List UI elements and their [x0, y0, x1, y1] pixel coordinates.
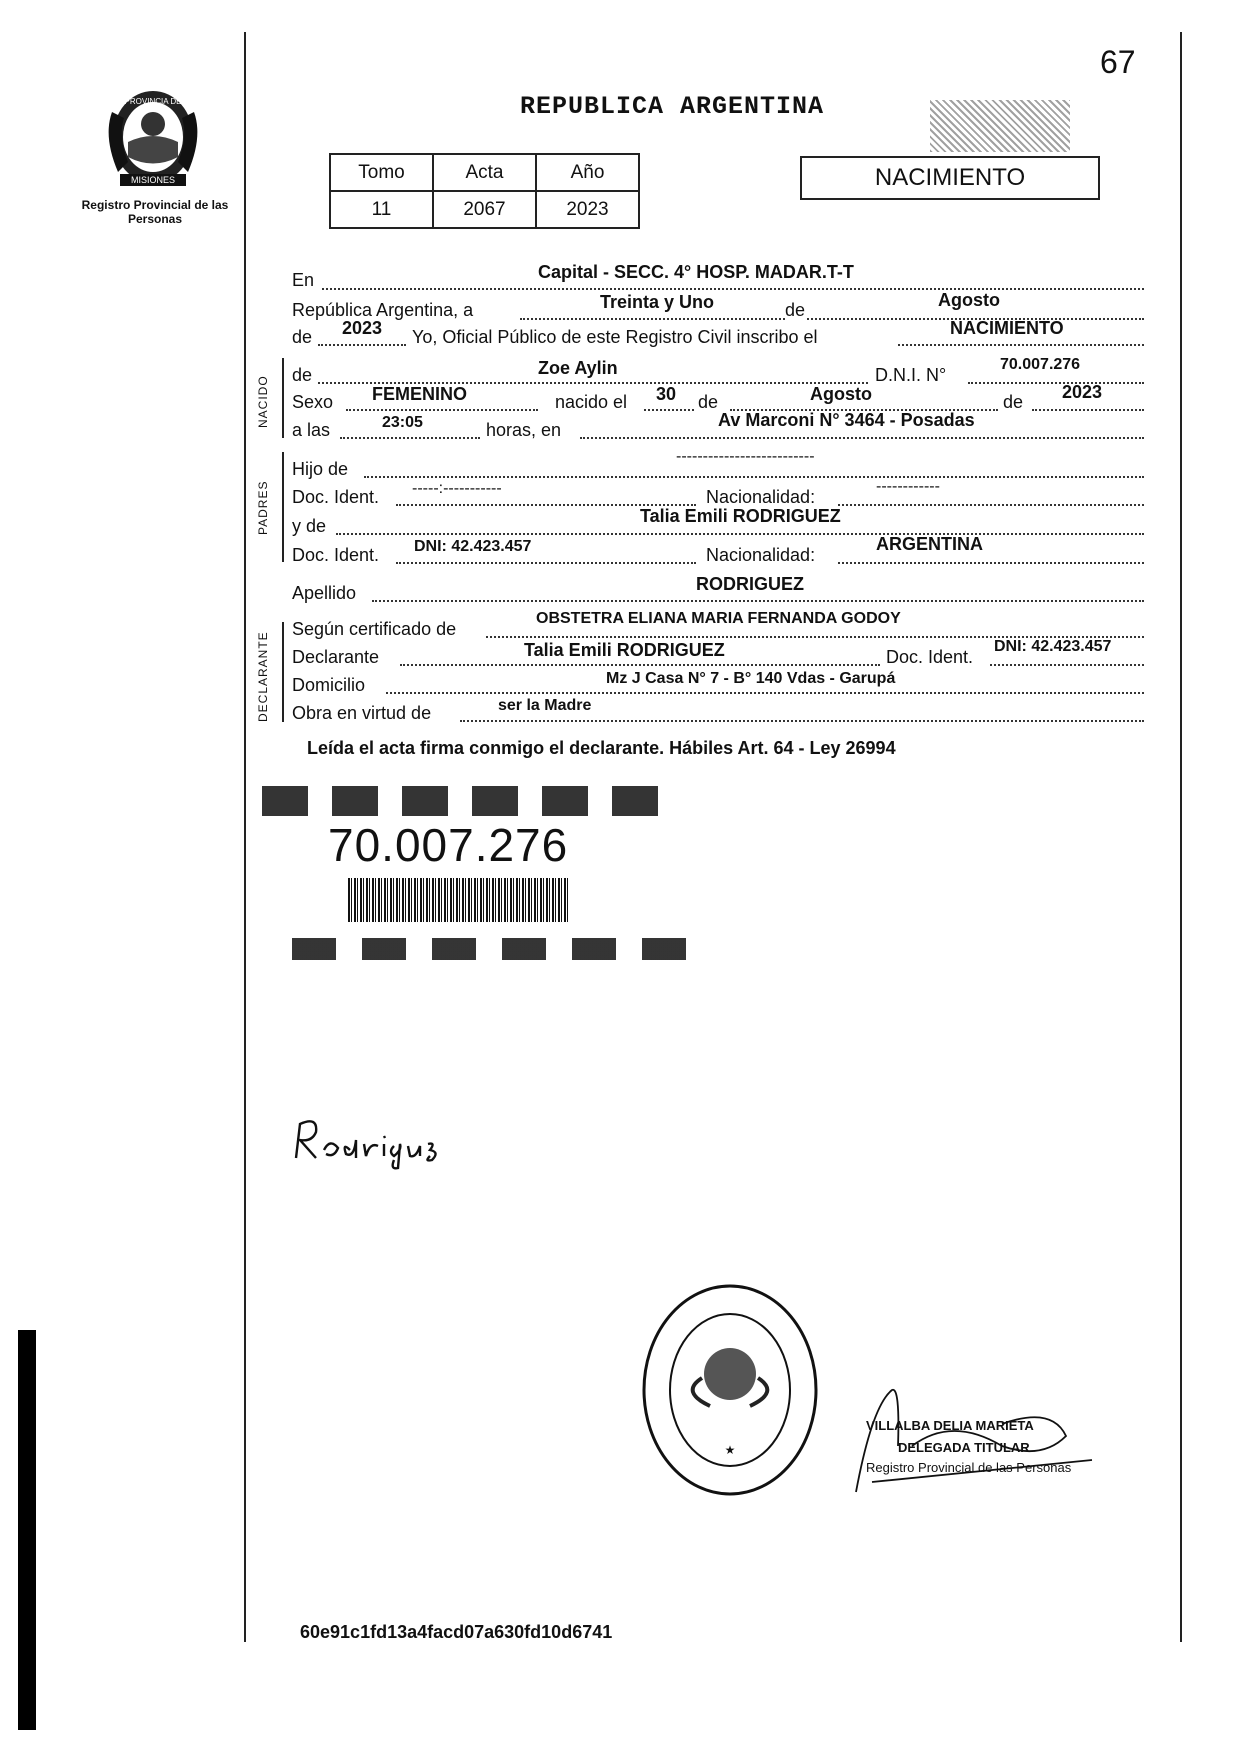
- dotted-line: [1032, 409, 1144, 411]
- birth-year-value: 2023: [1062, 382, 1103, 402]
- dotted-line: [898, 344, 1144, 346]
- dni-label: D.N.I. N°: [875, 365, 947, 385]
- acta-value: 2067: [433, 191, 536, 228]
- svg-text:PROVINCIA DE: PROVINCIA DE: [124, 97, 182, 106]
- mother-nationality-label: Nacionalidad:: [706, 545, 816, 565]
- dotted-line: [644, 409, 694, 411]
- mother-name-value: Talia Emili RODRIGUEZ: [640, 506, 841, 526]
- page-number: 67: [1100, 44, 1136, 80]
- birth-month-value: Agosto: [810, 384, 872, 404]
- handwritten-signature: [290, 1110, 470, 1170]
- registry-table: [329, 153, 640, 229]
- acta-header: Acta: [433, 154, 536, 191]
- hijo-de-label: Hijo de: [292, 459, 349, 479]
- act-de-label-2: de: [292, 327, 313, 347]
- tomo-header: Tomo: [330, 154, 433, 191]
- anio-header: Año: [536, 154, 639, 191]
- country-title: REPUBLICA ARGENTINA: [520, 92, 825, 121]
- security-stamp-row-bottom: [292, 938, 702, 960]
- dotted-line: [364, 476, 1144, 478]
- dotted-line: [968, 382, 1144, 384]
- act-month-value: Agosto: [938, 290, 1000, 310]
- nacido-section-label: NACIDO: [256, 375, 270, 428]
- inscribe-text: Yo, Oficial Público de este Registro Civil inscribo el: [412, 327, 818, 347]
- document-hash: 60e91c1fd13a4facd07a630fd10d6741: [300, 1622, 613, 1642]
- domicilio-label: Domicilio: [292, 675, 366, 695]
- padres-bracket: [282, 452, 284, 562]
- official-seal: [640, 1282, 820, 1498]
- dotted-line: [990, 664, 1144, 666]
- father-nationality-value: ------------: [876, 478, 940, 495]
- father-nationality-label: Nacionalidad:: [706, 487, 816, 507]
- mother-doc-label: Doc. Ident.: [292, 545, 380, 565]
- left-margin-line: [244, 32, 246, 1642]
- child-dni-value: 70.007.276: [1000, 356, 1081, 373]
- dotted-line: [318, 344, 406, 346]
- closing-text: Leída el acta firma conmigo el declarante. Hábiles Art. 64 - Ley 26994: [307, 738, 896, 758]
- dotted-line: [400, 664, 880, 666]
- mother-doc-value: DNI: 42.423.457: [414, 538, 532, 555]
- dotted-line: [336, 533, 1144, 535]
- delegate-institution: Registro Provincial de las Personas: [866, 1460, 1072, 1475]
- declarante-bracket: [282, 622, 284, 722]
- right-margin-line: [1180, 32, 1182, 1642]
- declarante-section-label: DECLARANTE: [256, 631, 270, 722]
- certificado-value: OBSTETRA ELIANA MARIA FERNANDA GODOY: [536, 610, 901, 627]
- svg-text:★: ★: [724, 1443, 736, 1457]
- y-de-label: y de: [292, 516, 327, 536]
- dotted-line: [838, 504, 1144, 506]
- birth-time-value: 23:05: [382, 414, 423, 431]
- dotted-line: [580, 437, 1144, 439]
- institution-caption: Registro Provincial de las Personas: [81, 198, 229, 226]
- a-las-label: a las: [292, 420, 331, 440]
- sexo-label: Sexo: [292, 392, 334, 412]
- nacido-de-label: de: [292, 365, 313, 385]
- declarante-doc-label: Doc. Ident.: [886, 647, 974, 667]
- father-doc-label: Doc. Ident.: [292, 487, 380, 507]
- en-value: Capital - SECC. 4° HOSP. MADAR.T-T: [538, 262, 854, 282]
- tomo-value: 11: [330, 191, 433, 228]
- en-label: En: [292, 270, 315, 290]
- delegate-name: VILLALBA DELIA MARIETA: [866, 1418, 1034, 1433]
- domicilio-value: Mz J Casa N° 7 - B° 140 Vdas - Garupá: [606, 670, 896, 687]
- declarante-doc-value: DNI: 42.423.457: [994, 638, 1112, 655]
- declarante-value: Talia Emili RODRIGUEZ: [524, 640, 725, 660]
- barcode: [348, 878, 570, 922]
- dotted-line: [346, 409, 538, 411]
- security-stamp-row-top: [262, 786, 682, 816]
- security-watermark: [930, 100, 1070, 152]
- dotted-line: [372, 600, 1144, 602]
- act-day-value: Treinta y Uno: [600, 292, 715, 312]
- nacido-de-label-2: de: [698, 392, 719, 412]
- dotted-line: [340, 437, 480, 439]
- apellido-label: Apellido: [292, 583, 357, 603]
- padres-section-label: PADRES: [256, 480, 270, 535]
- dotted-line: [396, 562, 696, 564]
- father-doc-value: -----:-----------: [412, 480, 502, 497]
- republica-label: República Argentina, a: [292, 300, 474, 320]
- dotted-line: [838, 562, 1144, 564]
- act-year-value: 2023: [342, 318, 383, 338]
- anio-value: 2023: [536, 191, 639, 228]
- scan-edge-bar: [18, 1330, 36, 1730]
- child-name-value: Zoe Aylin: [538, 358, 618, 378]
- mother-nationality-value: ARGENTINA: [876, 534, 983, 554]
- nacido-el-label: nacido el: [555, 392, 628, 412]
- dotted-line: [460, 720, 1144, 722]
- obra-value: ser la Madre: [498, 697, 592, 714]
- obra-label: Obra en virtud de: [292, 703, 432, 723]
- dotted-line: [386, 692, 1144, 694]
- birth-day-value: 30: [656, 384, 677, 404]
- father-name-value: --------------------------: [676, 448, 815, 465]
- nacido-de-label-3: de: [1003, 392, 1024, 412]
- dni-stamp-number: 70.007.276: [328, 819, 569, 871]
- apellido-value: RODRIGUEZ: [696, 574, 804, 594]
- document-type: NACIMIENTO: [800, 156, 1100, 200]
- certificado-label: Según certificado de: [292, 619, 457, 639]
- horas-label: horas, en: [486, 420, 562, 440]
- sexo-value: FEMENINO: [372, 384, 468, 404]
- delegate-role: DELEGADA TITULAR: [898, 1440, 1030, 1455]
- misiones-coat-of-arms-logo: [98, 82, 208, 192]
- act-de-label: de: [785, 300, 806, 320]
- svg-text:MISIONES: MISIONES: [130, 175, 176, 185]
- inscribe-value: NACIMIENTO: [950, 318, 1064, 338]
- nacido-bracket: [282, 358, 284, 438]
- dotted-line: [322, 288, 1144, 290]
- birth-place-value: Av Marconi N° 3464 - Posadas: [718, 410, 975, 430]
- declarante-label: Declarante: [292, 647, 380, 667]
